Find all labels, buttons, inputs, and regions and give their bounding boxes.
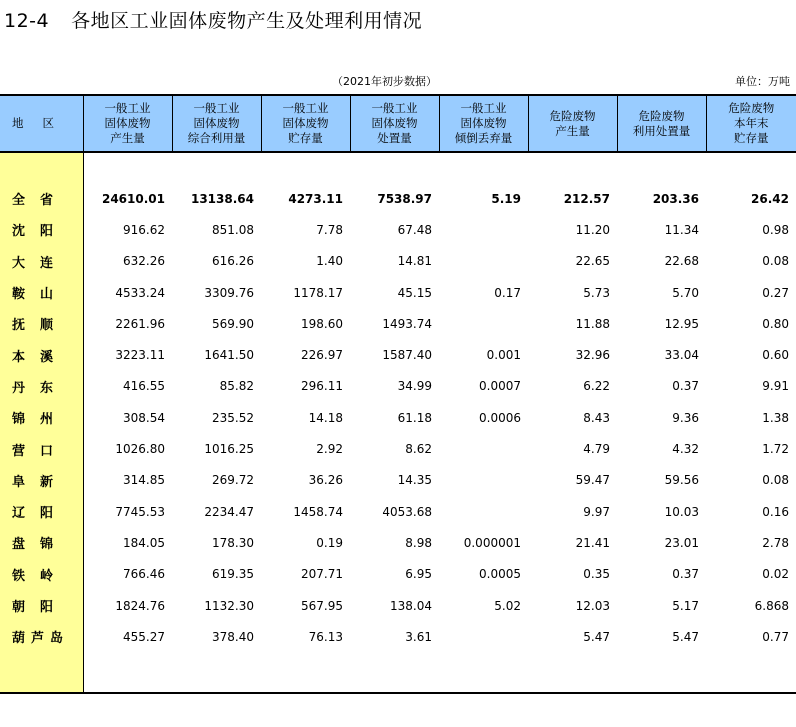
value-cell: 0.60 [762, 348, 789, 363]
value-cell [439, 214, 528, 245]
value-cell: 6.868 [754, 598, 789, 613]
value-cell: 0.27 [762, 285, 789, 300]
value-cell: 1824.76 [115, 598, 165, 613]
value-cell: 12.03 [575, 598, 610, 613]
value-cell: 0.02 [762, 567, 789, 582]
value-cell: 212.57 [563, 191, 610, 206]
value-cell: 14.81 [397, 254, 432, 269]
value-cell: 235.52 [212, 410, 254, 425]
value-cell: 851.08 [212, 222, 254, 237]
value-cell: 5.70 [672, 285, 699, 300]
value-cell: 85.82 [219, 379, 254, 394]
region-cell: 辽阳 [0, 496, 83, 527]
value-cell: 0.0007 [479, 379, 521, 394]
value-cell: 198.60 [301, 316, 343, 331]
value-cell: 203.36 [652, 191, 699, 206]
region-cell: 沈阳 [0, 214, 83, 245]
value-cell: 569.90 [212, 316, 254, 331]
value-cell: 0.08 [762, 473, 789, 488]
value-cell: 3309.76 [204, 285, 254, 300]
value-cell: 8.98 [405, 535, 432, 550]
table-row [0, 433, 796, 464]
value-cell [439, 621, 528, 652]
region-cell: 铁岭 [0, 559, 83, 590]
value-cell: 32.96 [575, 348, 610, 363]
col-header: 一般工业 固体废物 贮存量 [261, 95, 350, 152]
value-cell: 138.04 [390, 598, 432, 613]
value-cell: 416.55 [123, 379, 165, 394]
value-cell: 12.95 [664, 316, 699, 331]
value-cell [439, 308, 528, 339]
table-row [0, 308, 796, 339]
value-cell: 76.13 [308, 629, 343, 644]
region-cell: 鞍山 [0, 277, 83, 308]
value-cell: 5.17 [672, 598, 699, 613]
region-cell: 盘锦 [0, 527, 83, 558]
value-cell: 2261.96 [115, 316, 165, 331]
table-row [0, 277, 796, 308]
value-cell: 619.35 [212, 567, 254, 582]
region-cell: 大连 [0, 246, 83, 277]
value-cell: 308.54 [123, 410, 165, 425]
unit-label: 单位：万吨 [735, 75, 790, 88]
value-cell: 207.71 [301, 567, 343, 582]
value-cell: 26.42 [751, 191, 789, 206]
value-cell: 0.80 [762, 316, 789, 331]
value-cell: 7.78 [316, 222, 343, 237]
region-cell: 抚顺 [0, 308, 83, 339]
value-cell: 378.40 [212, 629, 254, 644]
value-cell: 5.19 [491, 191, 521, 206]
region-cell: 全省 [0, 183, 83, 214]
region-cell: 葫芦岛 [0, 621, 83, 652]
value-cell: 24610.01 [101, 191, 165, 206]
col-header: 一般工业 固体废物 倾倒丢弃量 [439, 95, 528, 152]
value-cell: 22.68 [664, 254, 699, 269]
value-cell: 4.32 [672, 442, 699, 457]
value-cell: 2234.47 [204, 504, 254, 519]
value-cell: 455.27 [123, 629, 165, 644]
value-cell: 3.61 [405, 629, 432, 644]
value-cell: 766.46 [123, 567, 165, 582]
value-cell: 1587.40 [382, 348, 432, 363]
table-body [0, 152, 796, 693]
value-cell: 4273.11 [288, 191, 343, 206]
value-cell: 0.16 [762, 504, 789, 519]
value-cell: 5.73 [583, 285, 610, 300]
value-cell: 61.18 [397, 410, 432, 425]
value-cell: 59.47 [575, 473, 610, 488]
table-row [0, 621, 796, 652]
value-cell: 11.20 [575, 222, 610, 237]
value-cell: 14.35 [397, 473, 432, 488]
table-row [0, 559, 796, 590]
table-row [0, 339, 796, 370]
value-cell: 184.05 [123, 535, 165, 550]
value-cell: 5.47 [583, 629, 610, 644]
value-cell: 296.11 [301, 379, 343, 394]
value-cell: 0.98 [762, 222, 789, 237]
value-cell: 2.92 [316, 442, 343, 457]
value-cell: 36.26 [308, 473, 343, 488]
value-cell: 916.62 [123, 222, 165, 237]
value-cell: 8.43 [583, 410, 610, 425]
region-cell: 锦州 [0, 402, 83, 433]
value-cell: 632.26 [123, 254, 165, 269]
col-header: 危险废物 利用处置量 [617, 95, 706, 152]
value-cell: 6.95 [405, 567, 432, 582]
value-cell: 0.35 [583, 567, 610, 582]
value-cell: 14.18 [308, 410, 343, 425]
value-cell: 1026.80 [115, 442, 165, 457]
value-cell: 1641.50 [204, 348, 254, 363]
value-cell: 314.85 [123, 473, 165, 488]
value-cell: 11.34 [664, 222, 699, 237]
col-header: 一般工业 固体废物 产生量 [83, 95, 172, 152]
value-cell: 5.02 [494, 598, 521, 613]
value-cell: 6.22 [583, 379, 610, 394]
value-cell: 178.30 [212, 535, 254, 550]
value-cell: 11.88 [575, 316, 610, 331]
region-cell: 营口 [0, 433, 83, 464]
value-cell: 1178.17 [293, 285, 343, 300]
total-row [0, 183, 796, 214]
value-cell: 9.91 [762, 379, 789, 394]
value-cell: 4.79 [583, 442, 610, 457]
col-header: 一般工业 固体废物 综合利用量 [172, 95, 261, 152]
value-cell: 5.47 [672, 629, 699, 644]
value-cell: 21.41 [575, 535, 610, 550]
value-cell: 2.78 [762, 535, 789, 550]
value-cell: 0.000001 [463, 535, 521, 550]
value-cell: 10.03 [664, 504, 699, 519]
value-cell: 1.40 [316, 254, 343, 269]
region-cell: 阜新 [0, 465, 83, 496]
value-cell: 34.99 [397, 379, 432, 394]
data-note: （2021年初步数据） [332, 75, 437, 88]
page-title [4, 6, 422, 33]
value-cell: 4053.68 [382, 504, 432, 519]
spacer-row [0, 152, 796, 183]
table-row [0, 371, 796, 402]
value-cell: 9.36 [672, 410, 699, 425]
table-number: 12-4 [4, 10, 50, 32]
value-cell: 7745.53 [115, 504, 165, 519]
value-cell: 9.97 [583, 504, 610, 519]
value-cell: 1.38 [762, 410, 789, 425]
value-cell: 0.19 [316, 535, 343, 550]
value-cell: 0.37 [672, 379, 699, 394]
region-cell: 丹东 [0, 371, 83, 402]
value-cell [439, 433, 528, 464]
value-cell: 22.65 [575, 254, 610, 269]
table-row [0, 590, 796, 621]
table-row [0, 402, 796, 433]
table-title: 各地区工业固体废物产生及处理利用情况 [71, 10, 423, 32]
value-cell: 269.72 [212, 473, 254, 488]
region-header: 地区 [0, 95, 83, 152]
tail-row [0, 652, 796, 693]
value-cell [439, 246, 528, 277]
table-row [0, 496, 796, 527]
value-cell: 13138.64 [190, 191, 254, 206]
value-cell: 33.04 [664, 348, 699, 363]
region-cell: 朝阳 [0, 590, 83, 621]
value-cell: 0.0005 [479, 567, 521, 582]
value-cell: 45.15 [397, 285, 432, 300]
value-cell: 0.17 [494, 285, 521, 300]
value-cell: 1.72 [762, 442, 789, 457]
value-cell: 567.95 [301, 598, 343, 613]
value-cell: 7538.97 [377, 191, 432, 206]
value-cell: 4533.24 [115, 285, 165, 300]
table-row [0, 465, 796, 496]
table-row [0, 527, 796, 558]
value-cell: 0.37 [672, 567, 699, 582]
waste-table [0, 94, 796, 694]
value-cell: 59.56 [664, 473, 699, 488]
value-cell: 0.08 [762, 254, 789, 269]
col-header: 危险废物 本年末 贮存量 [706, 95, 796, 152]
value-cell: 616.26 [212, 254, 254, 269]
value-cell: 3223.11 [115, 348, 165, 363]
value-cell: 67.48 [397, 222, 432, 237]
value-cell: 226.97 [301, 348, 343, 363]
value-cell: 0.0006 [479, 410, 521, 425]
value-cell: 1132.30 [204, 598, 254, 613]
col-header: 一般工业 固体废物 处置量 [350, 95, 439, 152]
value-cell: 1016.25 [204, 442, 254, 457]
value-cell [439, 465, 528, 496]
table-row [0, 214, 796, 245]
value-cell: 0.001 [486, 348, 521, 363]
value-cell: 1493.74 [382, 316, 432, 331]
value-cell [439, 496, 528, 527]
value-cell: 1458.74 [293, 504, 343, 519]
region-cell: 本溪 [0, 339, 83, 370]
value-cell: 8.62 [405, 442, 432, 457]
table-row [0, 246, 796, 277]
header-row [0, 95, 796, 152]
value-cell: 23.01 [664, 535, 699, 550]
col-header: 危险废物 产生量 [528, 95, 617, 152]
value-cell: 0.77 [762, 629, 789, 644]
